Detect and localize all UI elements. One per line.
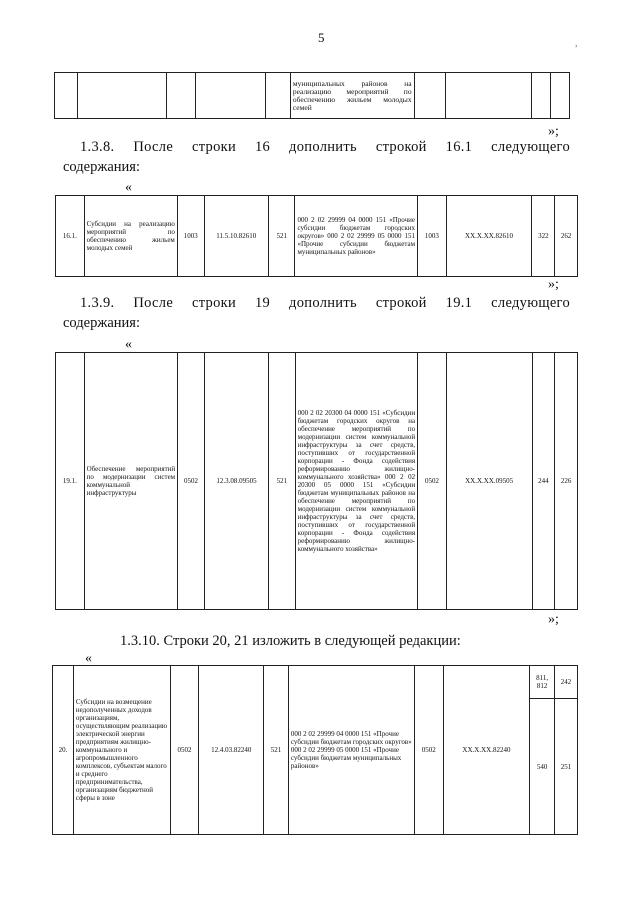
expense-type: 521 <box>269 353 296 610</box>
section-1-3-10: 1.3.10. Строки 20, 21 изложить в следующей редакции: <box>120 633 461 649</box>
section-code-2: 0502 <box>414 666 443 835</box>
table-row-19-1 <box>55 352 578 610</box>
expense-type: 521 <box>264 666 289 835</box>
value-1: 244 <box>532 353 555 610</box>
row-name: Обеспечение мероприятий по модернизации систем коммунальной инфраструктуры <box>84 353 178 610</box>
opening-quote: « <box>85 651 92 666</box>
table-continuation <box>54 72 570 119</box>
row-number: 19.1. <box>56 353 85 610</box>
section-1-3-9-line2: содержания: <box>63 315 141 331</box>
target-code: 12.4.03.82240 <box>199 666 264 835</box>
section-1-3-9-line1: 1.3.9. После строки 19 дополнить строкой 19.1 следующего <box>80 295 570 311</box>
row-name: Субсидии на реализацию мероприятий по обеспечению жильем молодых семей <box>84 196 177 277</box>
expense-type: 521 <box>268 196 295 277</box>
budget-code: XX.X.XX.82240 <box>443 666 530 835</box>
target-code: 12.3.08.09505 <box>204 353 268 610</box>
opening-quote: « <box>125 180 132 195</box>
table-row <box>56 196 578 277</box>
income-codes: 000 2 02 20300 04 0000 151 «Субсидии бюджетам городских округов на обеспечение мероприятий по модернизации систем коммунальной инфраструктуры за счет средств, поступивших от государственной корпорации - Фонда содействия реформированию жилищно-коммунального хозяйства» 000 2 02 20300 05 0000 151 «Субсидии бюджетам муниципальных районов на обеспечение мероприятий по модернизации систем коммунальной инфраструктуры за счет средств, поступивших от государственной корпорации - Фонда содействия реформированию жилищно-коммунального хозяйства» <box>295 353 417 610</box>
section-code-2: 0502 <box>418 353 447 610</box>
value-2a: 242 <box>555 666 578 699</box>
value-2: 226 <box>555 353 578 610</box>
value-1b: 540 <box>530 699 555 835</box>
top-mark: , <box>575 38 578 49</box>
row-number: 20. <box>53 666 74 835</box>
target-code: 11.5.10.82610 <box>204 196 268 277</box>
closing-quote: »; <box>548 124 559 139</box>
table-row <box>56 353 578 610</box>
section-code: 0502 <box>178 353 205 610</box>
opening-quote: « <box>125 337 132 352</box>
value-1a: 811, 812 <box>530 666 555 699</box>
page-number: 5 <box>318 30 325 45</box>
closing-quote: »; <box>548 277 559 292</box>
section-code-2: 1003 <box>418 196 447 277</box>
value-1: 322 <box>532 196 555 277</box>
section-1-3-8-line1: 1.3.8. После строки 16 дополнить строкой 16.1 следующего <box>80 139 570 155</box>
budget-code: XX.X.XX.82610 <box>446 196 532 277</box>
section-code: 0502 <box>170 666 199 835</box>
closing-quote: »; <box>548 612 559 627</box>
purpose-cell: муниципальных районов на реализацию мероприятий по обеспечению жильем молодых семей <box>290 73 414 119</box>
income-codes: 000 2 02 29999 04 0000 151 «Прочие субсидии бюджетам городских округов» 000 2 02 29999 05 0000 151 «Прочие субсидии бюджетам муниципальных районов» <box>295 196 418 277</box>
row-name: Субсидии на возмещение недополученных доходов организациям, осуществляющим реализацию электрической энергии предприятиям жилищно-коммунального и агропромышленного комплексов, субъектам малого и среднего предпринимательства, организациям бюджетной сферы в зоне <box>73 666 170 835</box>
section-code: 1003 <box>177 196 204 277</box>
table-row <box>53 666 578 699</box>
section-1-3-8-line2: содержания: <box>63 159 141 175</box>
row-number: 16.1. <box>56 196 85 277</box>
table-row-20 <box>52 665 578 835</box>
table-row-16-1 <box>55 195 578 277</box>
value-2b: 251 <box>555 699 578 835</box>
value-2: 262 <box>555 196 578 277</box>
budget-code: XX.X.XX.09505 <box>446 353 532 610</box>
income-codes: 000 2 02 29999 04 0000 151 «Прочие субсидии бюджетам городских округов» 000 2 02 29999 05 0000 151 «Прочие субсидии бюджетам муниципальных районов» <box>288 666 414 835</box>
table-row <box>55 73 570 119</box>
